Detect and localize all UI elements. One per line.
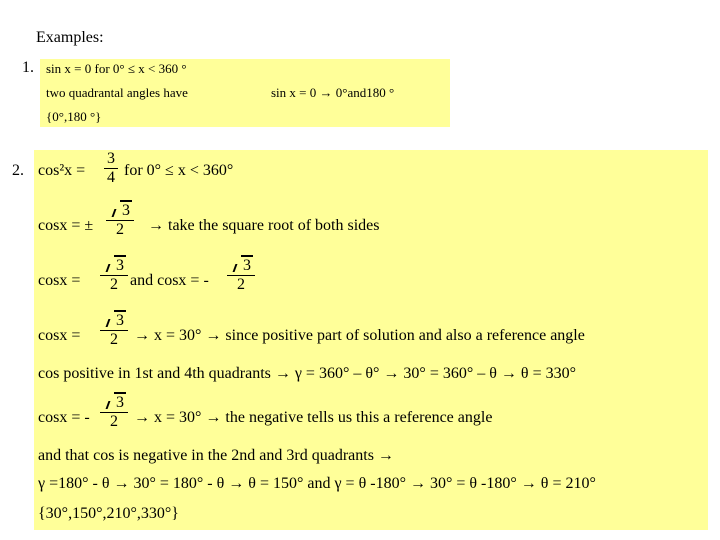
radicand: 3: [122, 202, 130, 219]
denominator: 2: [106, 220, 134, 239]
equation-cos-plus-minus: cosx = ±: [38, 217, 94, 234]
fraction-three-quarters: [104, 150, 118, 187]
example-2-solution: {30°,150°,210°,330°}: [38, 505, 179, 522]
example-1-line-2a: two quadrantal angles have: [46, 85, 188, 100]
page-title: Examples:: [36, 29, 104, 46]
fraction-root3-over-2: [100, 257, 128, 294]
example-1-line-1: sin x = 0 for 0° ≤ x < 360 °: [46, 61, 187, 76]
denominator: 2: [100, 275, 128, 294]
sqrt-icon: [229, 257, 253, 275]
step-note-negative: → x = 30° → the negative tells us this a reference angle: [134, 409, 493, 426]
example-1-number: 1.: [22, 59, 34, 76]
example-2-box: [34, 150, 708, 530]
sqrt-icon: [102, 257, 126, 275]
equation-cos-negative: and cosx = -: [130, 272, 209, 289]
sqrt-icon: [102, 394, 126, 412]
example-2-number: 2.: [12, 162, 24, 179]
example-1-solution: {0°,180 °}: [46, 109, 102, 124]
equation-cos-positive-root: cosx =: [38, 327, 81, 344]
sqrt-icon: [108, 202, 132, 220]
example-1-line-2b: sin x = 0 → 0°and180 °: [271, 85, 395, 100]
equation-cos-negative-root: cosx = -: [38, 409, 90, 426]
radicand: 3: [243, 257, 251, 274]
step-fourth-quadrant: cos positive in 1st and 4th quadrants → γ = 360° – θ° → 30° = 360° – θ → θ = 330°: [38, 365, 576, 382]
equation-cos-positive: cosx =: [38, 272, 81, 289]
step-note-reference-angle: → x = 30° → since positive part of solution and also a reference angle: [134, 327, 585, 344]
fraction-root3-over-2: [100, 312, 128, 349]
step-angle-solutions: γ =180° - θ → 30° = 180° - θ → θ = 150° and γ = θ -180° → 30° = θ -180° → θ = 210°: [38, 475, 596, 492]
fraction-root3-over-2: [100, 394, 128, 431]
domain-text: for 0° ≤ x < 360°: [124, 162, 234, 179]
denominator: 2: [100, 330, 128, 349]
radicand: 3: [116, 312, 124, 329]
sqrt-icon: [102, 312, 126, 330]
denominator: 2: [227, 275, 255, 294]
step-note-square-root: → take the square root of both sides: [148, 217, 380, 234]
step-second-third-quadrants: and that cos is negative in the 2nd and 3rd quadrants →: [38, 447, 394, 464]
equation-cos-squared: cos²x =: [38, 162, 86, 179]
fraction-root3-over-2: [227, 257, 255, 294]
numerator: 3: [107, 150, 115, 167]
denominator: 2: [100, 412, 128, 431]
radicand: 3: [116, 257, 124, 274]
fraction-bar: 4: [104, 168, 118, 187]
radicand: 3: [116, 394, 124, 411]
example-1-box: [40, 59, 450, 127]
fraction-root3-over-2: [106, 202, 134, 239]
